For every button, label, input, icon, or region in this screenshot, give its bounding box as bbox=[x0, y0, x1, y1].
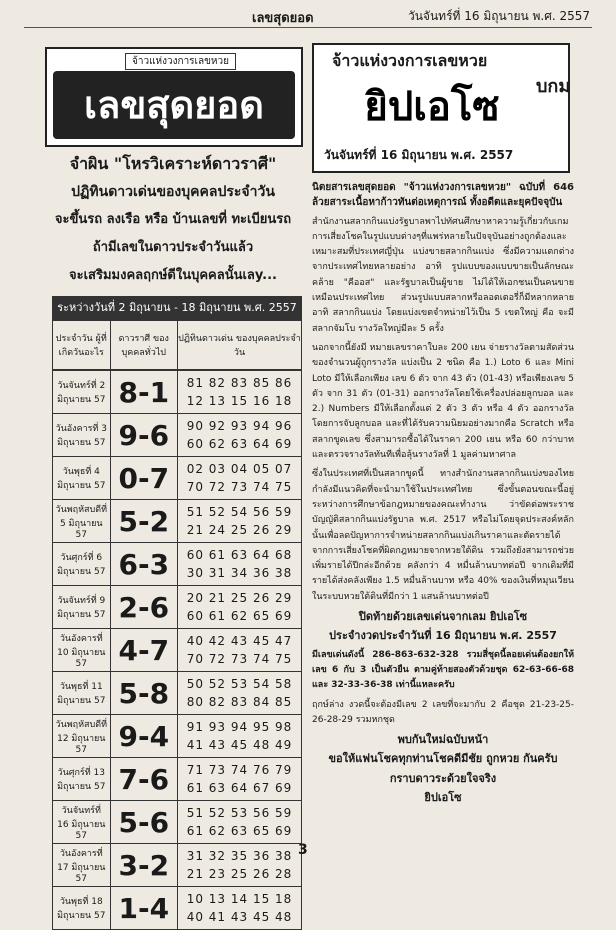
header-date: วันจันทร์ที่ 16 มิถุนายน พ.ศ. 2557 bbox=[407, 9, 590, 23]
row-pair: 4-7 bbox=[111, 629, 178, 671]
table-row bbox=[53, 542, 301, 585]
left-logo bbox=[45, 47, 303, 147]
article-paragraph: สำนักงานสลากกินแบ่งรัฐบาลพาไปทัศนศึกษาหาความรู้เกี่ยวกับเกมการเสี่ยงโชคในรูปแบบต่างๆที่แพร่หลายในปัจจุบันอย่างถูกต้องและเหมาะสมที่ประเทศญี่ปุ่น แบ่งขายสลากกินแบ่ง ซึ่งมีความแตกต่างจากประเทศไทยหลายอย่าง อาทิ รูปแบบของแบบขายเป็นลักษณะคล้าย "คีออส" และรัฐบาลเป็นผู้ขาย ไม่ได้ให้เอกชนเป็นคนขายเหมือนประเทศไทย ส่วนรูปแบบสลากหรือลอตเตอรี่ก็มีหลากหลาย อาทิ สลากกินแบ่ง โดยแบ่งเขตจำหน่ายไว้เป็น 5 เขตใหญ่ คือ จะมีสลากจัมโบ รางวัลใหญ่มีละ 5 ครั้ง bbox=[312, 216, 574, 334]
article-paragraph: มีเลขเด่นดังนี้ 286-863-632-328 รวมสี่ชุดนี้ลอยเด่นต้องยกให้เลข 6 กับ 3 เป็นตัวยืน ตามคู่ท้ายสองตัวด้วยชุด 62-63-66-68 และ 32-33-36-38 เท่านี้แหละครับ bbox=[312, 649, 574, 691]
row-numbers-2: 61 63 64 67 69 bbox=[186, 781, 293, 795]
row-numbers bbox=[178, 457, 301, 499]
table-header bbox=[52, 320, 302, 370]
row-pair: 2-6 bbox=[111, 586, 178, 628]
right-logo-main: ยิปเอโซ bbox=[364, 84, 500, 130]
row-day: วันพุธที่ 18 มิถุนายน 57 bbox=[53, 887, 111, 929]
row-pair: 9-4 bbox=[111, 715, 178, 757]
row-numbers-1: 20 21 25 26 29 bbox=[186, 591, 293, 605]
page-number: 3 bbox=[298, 842, 308, 858]
row-pair: 8-1 bbox=[111, 371, 178, 413]
row-pair: 5-6 bbox=[111, 801, 178, 843]
row-numbers-1: 51 52 54 56 59 bbox=[186, 505, 293, 519]
article-paragraph: นอกจากนี้ยังมี หมายเลขราคาใบละ 200 เยน จ่ายรางวัลตามสัดส่วนของจำนวนผู้ถูกรางวัล แบ่งเป็น 2 ชนิด คือ 1.) Loto 6 และ Mini Loto มีให้เลือกเพียง เลข 6 ตัว จาก 43 ตัว (01-43) หรือเพียงเลข 5 ตัว จาก 31 ตัว (01-31) ออกรางวัลโดยใช้เครื่องปล่อยลูกบอล และ 2.) Numbers มีให้เลือกตั้งแต่ 2 ตัว 3 ตัว หรือ 4 ตัว ออกรางวัลโดยการจับลูกบอล และที่ได้รับความนิยมอย่างมากคือ Scratch หรือสลากขูดเลข ซึ่งสามารถซื้อได้ในราคา 200 เยน หรือ 60 กว่าบาท และตรวจรางวัลทันทีเพื่อลุ้นรางวัลที่ 1 มูลค่ามหาศาล bbox=[312, 342, 574, 461]
row-numbers-2: 21 23 25 26 28 bbox=[186, 867, 293, 881]
row-pair: 9-6 bbox=[111, 414, 178, 456]
table-row bbox=[53, 886, 301, 929]
row-numbers-1: 10 13 14 15 18 bbox=[186, 892, 293, 906]
page-header bbox=[0, 0, 616, 30]
row-numbers-2: 12 13 15 16 18 bbox=[186, 394, 293, 408]
row-numbers bbox=[178, 500, 301, 542]
right-logo-top: จ้าวแห่งวงการเลขหวย bbox=[332, 51, 488, 70]
row-pair: 5-2 bbox=[111, 500, 178, 542]
row-day: วันจันทร์ที่ 16 มิถุนายน 57 bbox=[53, 801, 111, 843]
row-numbers bbox=[178, 414, 301, 456]
right-logo-side: บกม bbox=[536, 76, 571, 97]
row-pair: 5-8 bbox=[111, 672, 178, 714]
promo-line: ปฏิทินดาวเด่นของบุคคลประจำวัน bbox=[71, 184, 275, 200]
row-pair: 6-3 bbox=[111, 543, 178, 585]
article-paragraph: ซึ่งในประเทศที่เป็นสลากขูดนี้ ทางสำนักงานสลากกินแบ่งของไทยกำลังมีแนวคิดที่จะนำมาใช้ในประเทศไทย ซึ่งขั้นตอนขณะนี้อยู่ระหว่างการศึกษาข้อกฎหมายของคณะทำงาน ว่าขัดต่อพระราชบัญญัติสลากกินแบ่งรัฐบาล พ.ศ. 2517 หรือไม่โดยจุดประสงค์หลักนั้นเพื่อลดปัญหาการจำหน่ายสลากกินแบ่งเกินราคาและตัดรายได้จากการเสี่ยงโชคที่ผิดกฎหมายจากหวยใต้ดิน รวมถึงยังสามารถช่วยเพิ่มรายได้ปีกล่ะอีกด้วย คลังกว่า 4 หมื่นล้านบาทต่อปี จากเดิมที่มีรายได้ส่งคลังเพียง 1.5 หมื่นล้านบาท หรือ 40% ของเงินที่หมุนเวียนในระบบหวยใต้ดินที่มีกว่า 1 แสนล้านบาทต่อปี bbox=[312, 469, 574, 602]
row-numbers-2: 30 31 34 36 38 bbox=[186, 566, 293, 580]
closing-line: พบกันใหม่ฉบับหน้า bbox=[397, 733, 489, 747]
header-pair: ดาวราศี ของบุคคลทั่วไป bbox=[111, 321, 178, 369]
row-day: วันอังคารที่ 10 มิถุนายน 57 bbox=[53, 629, 111, 671]
row-numbers bbox=[178, 801, 301, 843]
row-numbers-2: 41 43 45 48 49 bbox=[186, 738, 293, 752]
article-paragraph: ประจำงวดประจำวันที่ 16 มิถุนายน พ.ศ. 2557 bbox=[329, 629, 557, 643]
header-day: ประจำวัน ผู้ที่เกิดวันอะไร bbox=[53, 321, 111, 369]
row-numbers bbox=[178, 629, 301, 671]
header-rule bbox=[24, 27, 592, 28]
row-numbers-2: 70 72 73 74 75 bbox=[186, 480, 293, 494]
table-row bbox=[53, 413, 301, 456]
row-numbers-1: 91 93 94 95 98 bbox=[186, 720, 293, 734]
table-row bbox=[53, 800, 301, 843]
table-row bbox=[53, 628, 301, 671]
table-row bbox=[53, 714, 301, 757]
row-numbers-2: 80 82 83 84 85 bbox=[186, 695, 293, 709]
row-numbers bbox=[178, 887, 301, 929]
row-numbers bbox=[178, 672, 301, 714]
header-brand: เลขสุดยอด bbox=[252, 11, 314, 26]
row-day: วันพฤหัสบดีที่ 5 มิถุนายน 57 bbox=[53, 500, 111, 542]
row-day: วันพุธที่ 4 มิถุนายน 57 bbox=[53, 457, 111, 499]
table-row bbox=[53, 456, 301, 499]
row-numbers bbox=[178, 371, 301, 413]
row-numbers-2: 70 72 73 74 75 bbox=[186, 652, 293, 666]
table-row bbox=[53, 843, 301, 886]
row-numbers-2: 60 61 62 65 69 bbox=[186, 609, 293, 623]
row-day: วันอังคารที่ 3 มิถุนายน 57 bbox=[53, 414, 111, 456]
row-day: วันศุกร์ที่ 6 มิถุนายน 57 bbox=[53, 543, 111, 585]
promo-line: จำผิน "โหรวิเคราะห์ดาวราศี" bbox=[69, 154, 277, 173]
row-day: วันพุธที่ 11 มิถุนายน 57 bbox=[53, 672, 111, 714]
row-numbers-1: 50 52 53 54 58 bbox=[186, 677, 293, 691]
row-day: วันพฤหัสบดีที่ 12 มิถุนายน 57 bbox=[53, 715, 111, 757]
row-numbers-1: 31 32 35 36 38 bbox=[186, 849, 293, 863]
article-lead: นิตยสารเลขสุดยอด "จ้าวแห่งวงการเลขหวย" ฉบับที่ 646 ล้วยสาระเนื้อหาก้าวทันต่อเหตุการณ์ ทั้งอดีตและยุคปัจจุบัน bbox=[312, 182, 574, 209]
table-row bbox=[53, 757, 301, 800]
row-numbers bbox=[178, 758, 301, 800]
row-numbers-2: 60 62 63 64 69 bbox=[186, 437, 293, 451]
row-numbers-1: 90 92 93 94 96 bbox=[186, 419, 293, 433]
promo-line: ถ้ามีเลขในดาวประจำวันแล้ว bbox=[92, 240, 254, 255]
article bbox=[312, 180, 574, 809]
row-numbers-1: 60 61 63 64 68 bbox=[186, 548, 293, 562]
row-day: วันศุกร์ที่ 13 มิถุนายน 57 bbox=[53, 758, 111, 800]
left-logo-main: เลขสุดยอด bbox=[53, 71, 295, 139]
article-paragraph: ฤกษ์ล่าง งวดนี้จะต้องมีเลข 2 เลขที่จะมากับ 2 คือชุด 21-23-25-26-28-29 รวมหกชุด bbox=[312, 699, 574, 725]
row-pair: 1-4 bbox=[111, 887, 178, 929]
row-numbers-2: 21 24 25 26 29 bbox=[186, 523, 293, 537]
promo-line: จะเสริมมงคลฤกษ์ดีในบุคคลนั้นเลy... bbox=[69, 268, 277, 283]
row-numbers-1: 40 42 43 45 47 bbox=[186, 634, 293, 648]
row-pair: 3-2 bbox=[111, 844, 178, 886]
row-numbers-2: 40 41 43 45 48 bbox=[186, 910, 293, 924]
article-paragraph: ปิดท้ายด้วยเลขเด่นจากเลม ยิปเอโซ bbox=[358, 610, 528, 624]
right-logo-date: วันจันทร์ที่ 16 มิถุนายน พ.ศ. 2557 bbox=[324, 148, 514, 162]
row-numbers-1: 51 52 53 56 59 bbox=[186, 806, 293, 820]
promo-block bbox=[28, 150, 318, 290]
closing-line: ยิปเอโซ bbox=[424, 790, 462, 804]
closing-line: กราบดาวระด้วยใจจริง bbox=[389, 771, 497, 785]
promo-line: จะขึ้นรถ ลงเรือ หรือ บ้านเลขที่ ทะเบียนรถ bbox=[54, 212, 292, 227]
row-pair: 0-7 bbox=[111, 457, 178, 499]
horoscope-table bbox=[52, 296, 302, 930]
row-numbers bbox=[178, 715, 301, 757]
row-numbers bbox=[178, 844, 301, 886]
right-logo bbox=[312, 43, 570, 173]
row-numbers-2: 61 62 63 65 69 bbox=[186, 824, 293, 838]
row-numbers bbox=[178, 543, 301, 585]
closing-line: ขอให้แฟนโชคทุกท่านโชคดีมีชัย ถูกหวย กันครับ bbox=[328, 752, 558, 766]
row-numbers-1: 71 73 74 76 79 bbox=[186, 763, 293, 777]
row-day: วันอังคารที่ 17 มิถุนายน 57 bbox=[53, 844, 111, 886]
table-row bbox=[53, 585, 301, 628]
table-row bbox=[53, 370, 301, 413]
row-numbers bbox=[178, 586, 301, 628]
table-body bbox=[52, 370, 302, 930]
table-title: ระหว่างวันที่ 2 มิถุนายน - 18 มิถุนายน พ.ศ. 2557 bbox=[52, 296, 302, 320]
left-logo-sub: จ้าวแห่งวงการเลขหวย bbox=[125, 53, 236, 70]
row-numbers-1: 02 03 04 05 07 bbox=[186, 462, 293, 476]
row-day: วันจันทร์ที่ 9 มิถุนายน 57 bbox=[53, 586, 111, 628]
table-row bbox=[53, 671, 301, 714]
header-numbers: ปฏิทินดาวเด่น ของบุคคลประจำวัน bbox=[178, 334, 301, 358]
row-day: วันจันทร์ที่ 2 มิถุนายน 57 bbox=[53, 371, 111, 413]
row-numbers-1: 81 82 83 85 86 bbox=[186, 376, 293, 390]
table-row bbox=[53, 499, 301, 542]
row-pair: 7-6 bbox=[111, 758, 178, 800]
